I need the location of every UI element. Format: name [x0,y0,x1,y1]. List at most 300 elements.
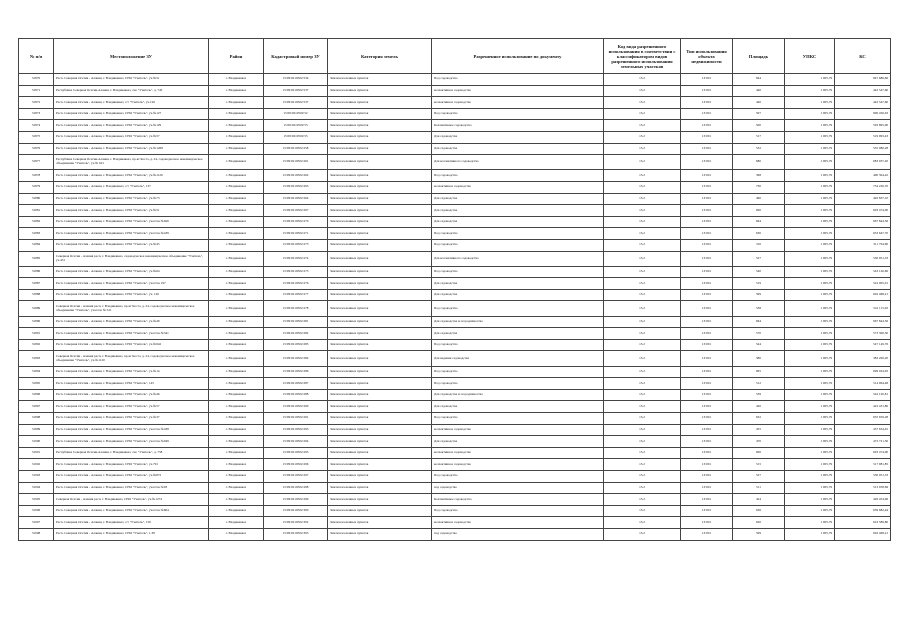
cell-location: Респ. Северная Осетия - Алания, г. Владикавказ, СНО "Учитель", уч.№64 [54,266,209,278]
cell-area: 597 [733,108,785,120]
cell-district: г. Владикавказ [209,228,264,240]
header-cell-area: Площадь [733,39,785,74]
cell-permitted-use: коллективное садоводство [432,85,604,97]
cell-use-code: 13.2 [604,316,681,328]
cell-area: 440 [733,97,785,109]
cell-district: г. Владикавказ [209,251,264,266]
cell-upks: 1 005,79 [785,316,835,328]
cell-district: г. Владикавказ [209,143,264,155]
cell-ks: 603 474,00 [835,205,891,217]
cell-cadastral-number: 15:09:0210502:298 [264,482,328,494]
cell-use-type: 13:001 [681,494,733,506]
cell-cadastral-number: 15:09:0210502:290 [264,401,328,413]
cell-use-code: 13.2 [604,378,681,390]
table-row [19,193,891,205]
cell-area: 600 [733,447,785,459]
cell-ks: 519 993,43 [835,131,891,143]
cell-number: 31872 [19,97,54,109]
cell-ks: 633 647,70 [835,228,891,240]
cell-permitted-use: Для коллективного садоводства [432,155,604,170]
cell-ks: 635 659,28 [835,413,891,425]
cell-ks: 602 468,21 [835,289,891,301]
cell-district: г. Владикавказ [209,424,264,436]
cell-upks: 1 005,79 [785,447,835,459]
cell-number: 31884 [19,239,54,251]
cell-permitted-use: Коллективное садоводство [432,494,604,506]
cell-use-code: 13.2 [604,528,681,540]
cell-upks: 1 005,79 [785,239,835,251]
cell-cadastral-number: 15:09:0210502:295 [264,447,328,459]
cell-cadastral-number: 15:09:0210502:287 [264,378,328,390]
cell-use-type: 13:001 [681,366,733,378]
table-row [19,517,891,529]
cell-number: 31893 [19,351,54,366]
cell-cadastral-number: 15:09:0210502:267 [264,205,328,217]
cell-area: 539 [733,389,785,401]
header-cell-land-category: Категория земель [328,39,432,74]
cell-cadastral-number: 15:09:0210502:296 [264,459,328,471]
cell-use-type: 13:001 [681,470,733,482]
land-plots-table [18,38,891,541]
cell-upks: 1 005,79 [785,301,835,316]
cell-use-type: 13:001 [681,447,733,459]
cell-ks: 667 844,56 [835,316,891,328]
cell-cadastral-number: 15:09:0210502:274 [264,251,328,266]
cell-cadastral-number: 15:09:0210502:55 [264,131,328,143]
cell-use-type: 13:001 [681,181,733,193]
cell-location: Респ. Северная Осетия - Алания, г. Владикавказ, СНО "Учитель", 145 [54,378,209,390]
cell-ks: 530 051,33 [835,251,891,266]
cell-location: Северная Осетия - Алания респ, г. Владикавказ, садоводческое некоммерческое объединение "Учитель", уч.431 [54,251,209,266]
cell-location: Респ. Северная Осетия - Алания, г. Владикавказ, СНО "Учитель", уч.№1268 [54,143,209,155]
cell-ks: 573 300,30 [835,328,891,340]
cell-use-type: 13:001 [681,517,733,529]
cell-area: 636 [733,505,785,517]
cell-ks: 542 120,81 [835,389,891,401]
header-cell-district: Район [209,39,264,74]
table-row [19,413,891,425]
cell-area: 540 [733,266,785,278]
cell-use-code: 13.2 [604,120,681,132]
cell-land-category: Земли населенных пунктов [328,170,432,182]
cell-use-code: 13.2 [604,328,681,340]
cell-upks: 1 005,79 [785,228,835,240]
cell-land-category: Земли населенных пунктов [328,278,432,290]
cell-number: 31870 [19,74,54,86]
cell-cadastral-number: 15:09:0210502:283 [264,339,328,351]
cell-location: Респ. Северная Осетия - Алания, г. Владикавказ, СНО "Учитель", 1.38 [54,528,209,540]
cell-permitted-use: под садоводство [432,482,604,494]
cell-use-type: 13:001 [681,170,733,182]
cell-permitted-use: Под садоводство [432,108,604,120]
cell-cadastral-number: 15:09:0210502:277 [264,289,328,301]
cell-use-type: 13:001 [681,424,733,436]
cell-number: 31901 [19,447,54,459]
cell-use-type: 13:001 [681,316,733,328]
cell-use-code: 13.2 [604,401,681,413]
cell-use-type: 13:001 [681,216,733,228]
cell-upks: 1 005,79 [785,494,835,506]
cell-location: Респ. Северная Осетия - Алания, г. Владикавказ, СНО "Учитель", участок №949 [54,436,209,448]
cell-permitted-use: Для ведения садоводства [432,351,604,366]
cell-district: г. Владикавказ [209,97,264,109]
cell-area: 599 [733,289,785,301]
table-row [19,494,891,506]
table-row [19,205,891,217]
table-row [19,266,891,278]
cell-cadastral-number: 15:09:0210502:275 [264,266,328,278]
cell-land-category: Земли населенных пунктов [328,482,432,494]
table-row [19,278,891,290]
cell-district: г. Владикавказ [209,528,264,540]
cell-number: 31902 [19,459,54,471]
cell-upks: 1 005,79 [785,401,835,413]
cell-permitted-use: Под садоводство [432,228,604,240]
cell-permitted-use: коллективное садоводство [432,181,604,193]
cell-district: г. Владикавказ [209,447,264,459]
cell-district: г. Владикавказ [209,170,264,182]
cell-use-code: 13.2 [604,251,681,266]
cell-area: 532 [733,143,785,155]
cell-ks: 426 454,96 [835,494,891,506]
cell-land-category: Земли населенных пунктов [328,97,432,109]
cell-cadastral-number: 15:09:0210502:52 [264,108,328,120]
cell-permitted-use: Для садоводства и огородничества [432,389,604,401]
cell-ks: 683 937,20 [835,155,891,170]
cell-use-type: 13:001 [681,85,733,97]
cell-use-type: 13:001 [681,351,733,366]
cell-use-code: 13.2 [604,424,681,436]
cell-location: Респ. Северная Осетия - Алания, г. Владикавказ, СНО "Учитель", уч.№942 [54,339,209,351]
cell-upks: 1 005,79 [785,517,835,529]
cell-ks: 847 686,66 [835,74,891,86]
cell-ks: 535 080,28 [835,143,891,155]
cell-use-type: 13:001 [681,228,733,240]
cell-upks: 1 005,79 [785,108,835,120]
cell-cadastral-number: 15:09:0210502:291 [264,413,328,425]
cell-land-category: Земли населенных пунктов [328,470,432,482]
cell-district: г. Владикавказ [209,239,264,251]
cell-location: Респ. Северная Осетия - Алания, г. Владикавказ, СНО "Учитель", уч.№129 [54,120,209,132]
cell-district: г. Владикавказ [209,378,264,390]
cell-area: 630 [733,228,785,240]
cell-district: г. Владикавказ [209,482,264,494]
cell-land-category: Земли населенных пунктов [328,447,432,459]
cell-number: 31874 [19,120,54,132]
cell-upks: 1 005,79 [785,278,835,290]
cell-land-category: Земли населенных пунктов [328,459,432,471]
cell-use-type: 13:001 [681,301,733,316]
cell-cadastral-number: 15:09:0210502:288 [264,389,328,401]
cell-area: 664 [733,216,785,228]
cell-land-category: Земли населенных пунктов [328,228,432,240]
table-row [19,316,891,328]
header-cell-number: № п/п [19,39,54,74]
cell-area: 420 [733,401,785,413]
cell-district: г. Владикавказ [209,316,264,328]
cell-ks: 543 126,60 [835,266,891,278]
cell-use-code: 13.2 [604,108,681,120]
cell-district: г. Владикавказ [209,120,264,132]
cell-number: 31880 [19,193,54,205]
cell-use-type: 13:001 [681,239,733,251]
cell-use-code: 13.2 [604,413,681,425]
table-row [19,289,891,301]
cell-cadastral-number: 15:09:0210502:284 [264,351,328,366]
cell-upks: 1 005,79 [785,170,835,182]
cell-cadastral-number: 15:09:0210502:270 [264,216,328,228]
cell-permitted-use: Под садоводство [432,413,604,425]
cell-land-category: Земли населенных пунктов [328,193,432,205]
header-row [19,39,891,74]
cell-number: 31895 [19,378,54,390]
cell-district: г. Владикавказ [209,108,264,120]
cell-ks: 699 024,05 [835,366,891,378]
cell-number: 31906 [19,505,54,517]
cell-number: 31889 [19,301,54,316]
cell-district: г. Владикавказ [209,193,264,205]
cell-upks: 1 005,79 [785,251,835,266]
cell-area: 424 [733,494,785,506]
cell-use-code: 13.2 [604,239,681,251]
cell-use-code: 13.2 [604,85,681,97]
cell-land-category: Земли населенных пунктов [328,301,432,316]
cell-ks: 502 895,00 [835,120,891,132]
cell-ks: 422 431,80 [835,401,891,413]
cell-upks: 1 005,79 [785,181,835,193]
cell-use-type: 13:001 [681,378,733,390]
cell-use-code: 13.2 [604,193,681,205]
cell-location: Респ. Северная Осетия - Алания, г. Владикавказ, СНО "Учитель", уч.№127 [54,108,209,120]
cell-area: 512 [733,378,785,390]
cell-ks: 472 721,30 [835,436,891,448]
table-body [19,74,891,541]
cell-location: Респ. Северная Осетия - Алания, г. Владикавказ, с/т "Учитель", уч.126 [54,97,209,109]
cell-area: 470 [733,436,785,448]
cell-district: г. Владикавказ [209,505,264,517]
cell-permitted-use: Под садоводство [432,505,604,517]
cell-land-category: Земли населенных пунктов [328,351,432,366]
cell-area: 455 [733,424,785,436]
cell-land-category: Земли населенных пунктов [328,108,432,120]
cell-cadastral-number: 15:09:0210502:261 [264,155,328,170]
cell-land-category: Земли населенных пунктов [328,239,432,251]
cell-number: 31907 [19,517,54,529]
cell-location: Респ. Северная Осетия - Алания, г. Владикавказ, СНО "Учитель", участок №438 [54,424,209,436]
cell-ks: 602 468,21 [835,528,891,540]
cell-use-code: 13.2 [604,170,681,182]
cell-land-category: Земли населенных пунктов [328,85,432,97]
cell-district: г. Владикавказ [209,459,264,471]
cell-cadastral-number: 15:09:0210502:294 [264,436,328,448]
cell-permitted-use: Для садоводства [432,436,604,448]
cell-upks: 1 005,79 [785,351,835,366]
cell-use-type: 13:001 [681,413,733,425]
cell-ks: 547 149,76 [835,339,891,351]
cell-cadastral-number: 15:09:0210502:300 [264,505,328,517]
cell-upks: 1 005,79 [785,205,835,217]
cell-permitted-use: Под садоводство [432,266,604,278]
cell-permitted-use: Для коллективного садоводства [432,251,604,266]
cell-use-code: 13.2 [604,505,681,517]
cell-location: Северная Осетия - Алания респ, г. Владикавказ, пр-кт Коста, д. 24, садоводческое некоммерческое объединение "Учитель", уч.№1120 [54,351,209,366]
cell-number: 31890 [19,316,54,328]
cell-use-code: 13.2 [604,447,681,459]
cell-ks: 623 589,80 [835,517,891,529]
table-row [19,436,891,448]
cell-cadastral-number: 15:09:0210502:264 [264,193,328,205]
cell-district: г. Владикавказ [209,155,264,170]
cell-use-type: 13:001 [681,120,733,132]
cell-number: 31896 [19,389,54,401]
cell-area: 511 [733,482,785,494]
cell-number: 31881 [19,205,54,217]
cell-ks: 600 456,63 [835,108,891,120]
cell-land-category: Земли населенных пунктов [328,328,432,340]
cell-district: г. Владикавказ [209,436,264,448]
cell-upks: 1 005,79 [785,366,835,378]
cell-land-category: Земли населенных пунктов [328,528,432,540]
cell-location: Респ. Северная Осетия - Алания, г. Владикавказ, СНО "Учитель", уч.№57 [54,401,209,413]
table-row [19,424,891,436]
cell-upks: 1 005,79 [785,378,835,390]
cell-location: Респ. Северная Осетия - Алания, г. Владикавказ, СНО "Учитель", уч.№57 [54,131,209,143]
cell-location: Респ. Северная Осетия - Алания, г. Владикавказ, СНО "Учитель", участок №926 [54,216,209,228]
cell-location: Респ. Северная Осетия - Алания, г. Владикавказ, СНО "Учитель", участок №341 [54,328,209,340]
cell-use-code: 13.2 [604,74,681,86]
cell-number: 31885 [19,251,54,266]
cell-cadastral-number: 15:09:0210502:276 [264,278,328,290]
cell-cadastral-number: 15:09:0210502:281 [264,316,328,328]
header-cell-cadastral-number: Кадастровый номер ЗУ [264,39,328,74]
cell-location: Респ. Северная Осетия - Алания, г. Владикавказ, СНО "Учитель", уч.№45 [54,239,209,251]
cell-number: 31888 [19,289,54,301]
cell-area: 695 [733,366,785,378]
cell-ks: 514 964,48 [835,378,891,390]
table-row [19,97,891,109]
cell-land-category: Земли населенных пунктов [328,339,432,351]
document-sheet [18,38,890,541]
cell-use-code: 13.2 [604,97,681,109]
cell-number: 31883 [19,228,54,240]
table-row [19,301,891,316]
cell-land-category: Земли населенных пунктов [328,266,432,278]
cell-cadastral-number: 15:09:0210502:297 [264,470,328,482]
table-row [19,339,891,351]
cell-upks: 1 005,79 [785,131,835,143]
cell-permitted-use: коллективное садоводство [432,97,604,109]
cell-ks: 457 634,45 [835,424,891,436]
cell-district: г. Владикавказ [209,366,264,378]
cell-area: 519 [733,278,785,290]
cell-cadastral-number: 15:09:0210502:271 [264,228,328,240]
table-row [19,239,891,251]
cell-use-code: 13.2 [604,301,681,316]
table-row [19,216,891,228]
cell-location: Респ. Северная Осетия - Алания, г. Владикавказ, с/т "Учитель", 137 [54,181,209,193]
cell-use-type: 13:001 [681,155,733,170]
cell-land-category: Земли населенных пунктов [328,413,432,425]
cell-ks: 492 837,10 [835,193,891,205]
cell-permitted-use: Под садоводство [432,339,604,351]
cell-use-code: 13.2 [604,228,681,240]
cell-use-type: 13:001 [681,278,733,290]
cell-permitted-use: Под садоводство [432,170,604,182]
cell-permitted-use: Под садоводство [432,301,604,316]
cell-upks: 1 005,79 [785,424,835,436]
cell-number: 31900 [19,436,54,448]
cell-location: Респ. Северная Осетия - Алания, г. Владикавказ, СНО "Учитель", уч.№37 [54,413,209,425]
cell-number: 31886 [19,266,54,278]
cell-upks: 1 005,79 [785,266,835,278]
cell-ks: 530 051,33 [835,470,891,482]
cell-land-category: Земли населенных пунктов [328,131,432,143]
cell-use-type: 13:001 [681,436,733,448]
cell-district: г. Владикавказ [209,181,264,193]
cell-area: 632 [733,413,785,425]
table-row [19,120,891,132]
cell-upks: 1 005,79 [785,74,835,86]
table-row [19,251,891,266]
cell-upks: 1 005,79 [785,528,835,540]
cell-location: Респ. Северная Осетия - Алания, г. Владикавказ, СНО "Учитель", уч.№46 [54,389,209,401]
cell-use-type: 13:001 [681,143,733,155]
cell-upks: 1 005,79 [785,413,835,425]
cell-location: Респ. Северная Осетия - Алания, г. Владикавказ, СНО "Учитель", уч.№51 [54,74,209,86]
cell-use-code: 13.2 [604,131,681,143]
cell-use-code: 13.2 [604,470,681,482]
cell-land-category: Земли населенных пунктов [328,366,432,378]
cell-permitted-use: Под садоводство [432,366,604,378]
cell-number: 31879 [19,181,54,193]
cell-area: 380 [733,351,785,366]
cell-use-type: 13:001 [681,108,733,120]
cell-area: 600 [733,205,785,217]
cell-district: г. Владикавказ [209,328,264,340]
header-cell-use-type: Тип использования объекта недвижимости [681,39,733,74]
cell-number: 31877 [19,155,54,170]
cell-use-code: 13.2 [604,143,681,155]
cell-district: г. Владикавказ [209,216,264,228]
cell-area: 538 [733,301,785,316]
cell-location: Респ. Северная Осетия - Алания, г. Владикавказ, СНО "Учитель", уч. 126 [54,289,209,301]
cell-location: Республика Северная Осетия-Алания, г. Владикавказ, пр-кт Коста, д. 24, садоводческое некоммерческое объединение "Учитель", уч.№ 621 [54,155,209,170]
cell-cadastral-number: 15:09:0210502:263 [264,181,328,193]
cell-land-category: Земли населенных пунктов [328,120,432,132]
cell-use-code: 13.2 [604,205,681,217]
cell-use-code: 13.2 [604,389,681,401]
cell-district: г. Владикавказ [209,470,264,482]
table-row [19,74,891,86]
cell-upks: 1 005,79 [785,193,835,205]
cell-location: Северная Осетия - Алания респ, г. Владикавказ, СНО "Учитель", уч.№1274 [54,494,209,506]
cell-upks: 1 005,79 [785,459,835,471]
cell-area: 570 [733,328,785,340]
cell-cadastral-number: 15:09:0210502:258 [264,143,328,155]
cell-permitted-use: Для садоводства и огородничества [432,316,604,328]
cell-use-code: 13.2 [604,436,681,448]
cell-land-category: Земли населенных пунктов [328,424,432,436]
cell-upks: 1 005,79 [785,97,835,109]
cell-number: 31882 [19,216,54,228]
cell-use-code: 13.2 [604,517,681,529]
cell-district: г. Владикавказ [209,389,264,401]
cell-upks: 1 005,79 [785,155,835,170]
cell-number: 31891 [19,328,54,340]
header-cell-location: Местоположение ЗУ [54,39,209,74]
cell-area: 517 [733,131,785,143]
table-row [19,181,891,193]
